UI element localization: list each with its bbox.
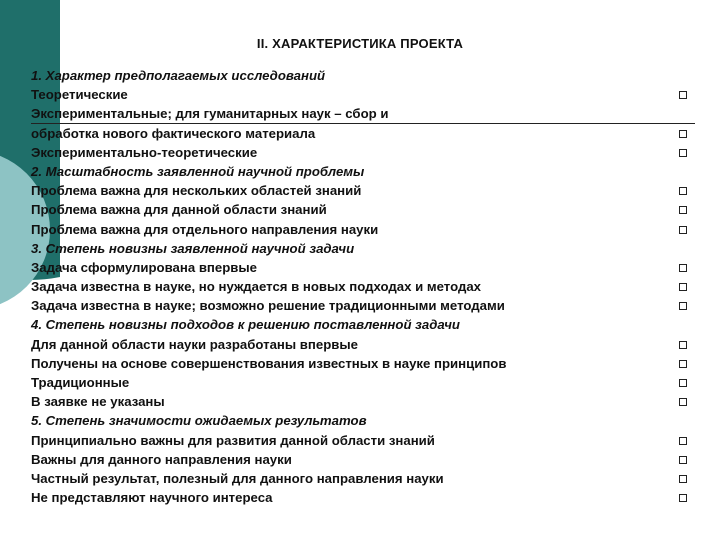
checkbox-icon[interactable] <box>679 475 687 483</box>
section-heading <box>31 411 695 430</box>
section-heading-text: 2. Масштабность заявленной научной проблемы <box>31 163 365 179</box>
criterion-row <box>31 450 695 469</box>
checkbox-icon[interactable] <box>679 130 687 138</box>
criterion-row <box>31 200 695 219</box>
criterion-row <box>31 431 695 450</box>
section-heading <box>31 162 695 181</box>
criterion-row <box>31 181 695 200</box>
checkbox-icon[interactable] <box>679 360 687 368</box>
section-heading <box>31 66 695 85</box>
criterion-label: В заявке не указаны <box>31 394 165 410</box>
criterion-row <box>31 469 695 488</box>
criterion-label: Получены на основе совершенствования известных в науке принципов <box>31 355 507 371</box>
criterion-label: Экспериментальные; для гуманитарных наук – сбор и <box>31 106 389 122</box>
criterion-label: Частный результат, полезный для данного направления науки <box>31 470 444 486</box>
checkbox-icon[interactable] <box>679 341 687 349</box>
checkbox-icon[interactable] <box>679 91 687 99</box>
checkbox-icon[interactable] <box>679 206 687 214</box>
criterion-label: обработка нового фактического материала <box>31 125 316 141</box>
checkbox-icon[interactable] <box>679 494 687 502</box>
section-heading <box>31 315 695 334</box>
criterion-row <box>31 335 695 354</box>
criterion-label: Задача известна в науке, но нуждается в новых подходах и методах <box>31 279 482 295</box>
section-heading-text: 5. Степень значимости ожидаемых результатов <box>31 413 367 429</box>
checkbox-icon[interactable] <box>679 379 687 387</box>
criterion-row <box>31 124 695 143</box>
criterion-row <box>31 143 695 162</box>
criterion-label: Проблема важна для отдельного направления науки <box>31 221 379 237</box>
criterion-row <box>31 354 695 373</box>
criterion-row <box>31 296 695 315</box>
criterion-label: Традиционные <box>31 375 130 390</box>
checkbox-icon[interactable] <box>679 226 687 234</box>
checkbox-icon[interactable] <box>679 283 687 291</box>
criterion-row <box>31 104 695 123</box>
criterion-label: Задача известна в науке; возможно решение традиционными методами <box>31 298 505 314</box>
criterion-row <box>31 277 695 296</box>
criterion-row <box>31 392 695 411</box>
section-heading-text: 1. Характер предполагаемых исследований <box>31 68 326 83</box>
checkbox-icon[interactable] <box>679 149 687 157</box>
section-heading-text: 3. Степень новизны заявленной научной задачи <box>31 240 355 256</box>
checkbox-icon[interactable] <box>679 456 687 464</box>
section-heading-text: 4. Степень новизны подходов к решению поставленной задачи <box>31 317 460 333</box>
checkbox-icon[interactable] <box>679 398 687 406</box>
section-heading <box>31 239 695 258</box>
checkbox-icon[interactable] <box>679 437 687 445</box>
criterion-label: Не представляют научного интереса <box>31 490 273 506</box>
criterion-row <box>31 258 695 277</box>
criterion-row <box>31 373 695 392</box>
page-title: II. ХАРАКТЕРИСТИКА ПРОЕКТА <box>256 36 464 51</box>
checkbox-icon[interactable] <box>679 302 687 310</box>
criterion-label: Принципиально важны для развития данной области знаний <box>31 432 435 448</box>
criterion-row <box>31 220 695 239</box>
criterion-row <box>31 488 695 507</box>
criterion-label: Проблема важна для данной области знаний <box>31 202 327 218</box>
criterion-label: Экспериментально-теоретические <box>31 144 258 160</box>
checkbox-icon[interactable] <box>679 187 687 195</box>
criterion-label: Проблема важна для нескольких областей знаний <box>31 183 362 199</box>
criterion-row <box>31 85 695 104</box>
criterion-label: Важны для данного направления науки <box>31 451 292 467</box>
criterion-label: Для данной области науки разработаны впервые <box>31 336 358 352</box>
checkbox-icon[interactable] <box>679 264 687 272</box>
criteria-list <box>31 66 695 507</box>
criterion-label: Теоретические <box>31 87 128 103</box>
criterion-label: Задача сформулирована впервые <box>31 259 257 275</box>
